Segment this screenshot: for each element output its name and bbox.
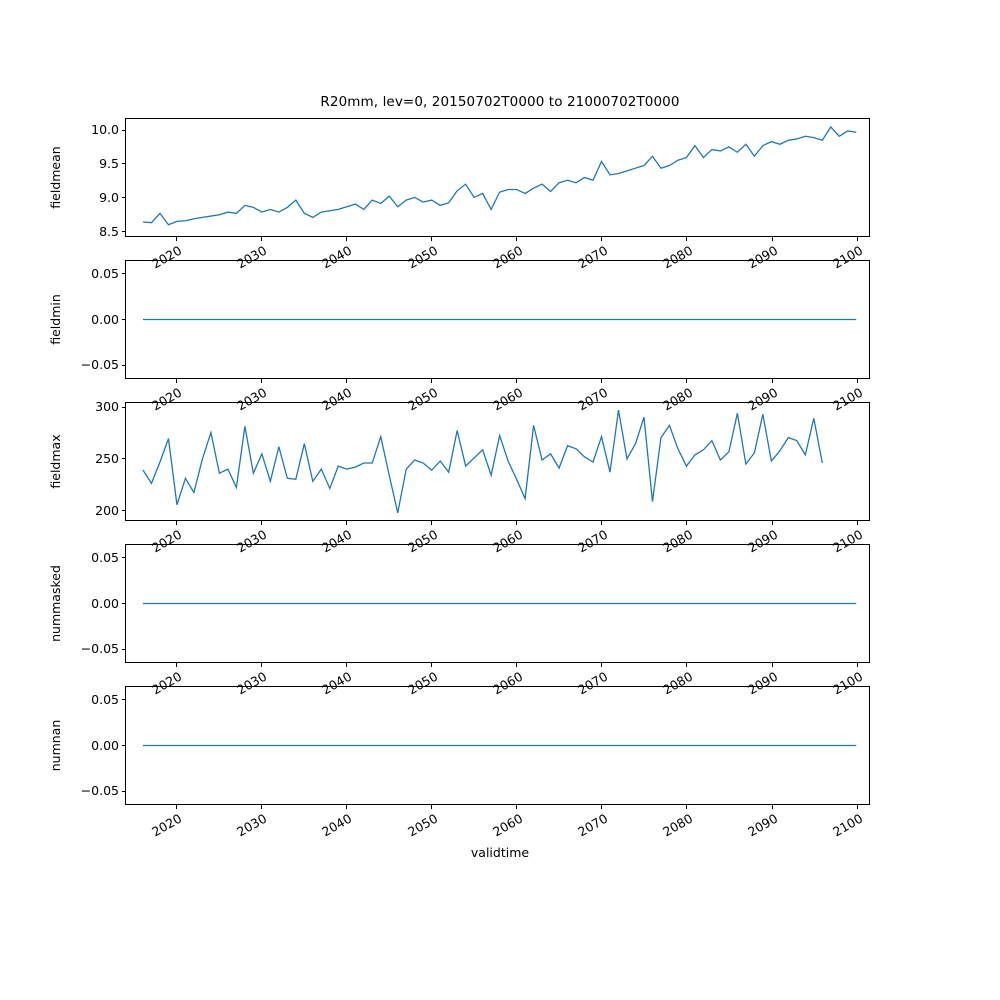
- x-tick-mark: [686, 663, 687, 667]
- x-tick-label: 2020: [149, 526, 185, 556]
- axes-frame-fieldmean: [125, 118, 870, 237]
- x-tick-label: 2100: [830, 810, 866, 840]
- x-tick-mark: [601, 379, 602, 383]
- x-tick-mark: [261, 521, 262, 525]
- x-tick-label: 2050: [404, 384, 440, 414]
- y-axis-label: fieldmax: [47, 433, 63, 489]
- x-tick-mark: [176, 379, 177, 383]
- x-tick-mark: [686, 521, 687, 525]
- x-tick-label: 2090: [745, 810, 781, 840]
- y-tick-label: −0.05: [80, 783, 119, 799]
- x-tick-label: 2020: [149, 668, 185, 698]
- x-tick-mark: [516, 237, 517, 241]
- x-tick-mark: [857, 379, 858, 383]
- y-tick-mark: [122, 163, 126, 164]
- x-tick-mark: [686, 379, 687, 383]
- x-tick-mark: [346, 237, 347, 241]
- y-tick-label: 10.0: [91, 122, 119, 138]
- figure-title: R20mm, lev=0, 20150702T0000 to 21000702T0000: [320, 94, 680, 110]
- x-tick-mark: [772, 521, 773, 525]
- x-tick-mark: [176, 521, 177, 525]
- x-tick-mark: [516, 379, 517, 383]
- x-tick-label: 2080: [660, 810, 696, 840]
- x-tick-mark: [346, 521, 347, 525]
- x-tick-label: 2100: [830, 384, 866, 414]
- y-tick-mark: [122, 197, 126, 198]
- x-tick-mark: [176, 237, 177, 241]
- x-tick-mark: [261, 237, 262, 241]
- y-tick-mark: [122, 699, 126, 700]
- x-tick-mark: [261, 379, 262, 383]
- x-tick-mark: [176, 663, 177, 667]
- line-plot-fieldmin: [126, 261, 869, 378]
- y-tick-mark: [122, 365, 126, 366]
- x-tick-label: 2080: [660, 526, 696, 556]
- x-tick-label: 2090: [745, 242, 781, 272]
- x-tick-label: 2090: [745, 526, 781, 556]
- x-tick-mark: [772, 663, 773, 667]
- x-tick-mark: [431, 805, 432, 809]
- x-tick-label: 2060: [489, 526, 525, 556]
- y-axis-label: numnan: [47, 719, 63, 771]
- y-tick-label: −0.05: [80, 641, 119, 657]
- subplot-nummasked: [125, 544, 870, 663]
- x-tick-label: 2040: [319, 242, 355, 272]
- subplot-numnan: [125, 686, 870, 805]
- x-tick-label: 2040: [319, 668, 355, 698]
- y-tick-label: 0.05: [91, 549, 119, 565]
- x-tick-mark: [857, 663, 858, 667]
- x-tick-label: 2040: [319, 810, 355, 840]
- x-tick-label: 2070: [574, 242, 611, 272]
- y-tick-label: 0.05: [91, 691, 119, 707]
- x-tick-mark: [431, 379, 432, 383]
- y-tick-label: −0.05: [80, 357, 119, 373]
- x-tick-mark: [516, 663, 517, 667]
- y-tick-label: 0.00: [91, 311, 119, 327]
- x-tick-label: 2090: [745, 384, 781, 414]
- y-tick-label: 250: [95, 450, 119, 466]
- x-tick-mark: [346, 805, 347, 809]
- y-tick-mark: [122, 603, 126, 604]
- x-tick-label: 2070: [574, 668, 611, 698]
- x-tick-label: 2020: [149, 242, 185, 272]
- x-tick-label: 2060: [489, 242, 525, 272]
- x-tick-label: 2050: [404, 242, 440, 272]
- y-tick-mark: [122, 745, 126, 746]
- y-tick-label: 9.0: [99, 189, 119, 205]
- x-tick-label: 2070: [574, 384, 611, 414]
- y-axis-label: nummasked: [47, 564, 63, 642]
- x-tick-label: 2040: [319, 384, 355, 414]
- x-tick-mark: [686, 237, 687, 241]
- y-tick-mark: [122, 510, 126, 511]
- subplot-fieldmin: [125, 260, 870, 379]
- x-tick-label: 2080: [660, 668, 696, 698]
- x-tick-mark: [601, 521, 602, 525]
- x-tick-label: 2030: [234, 810, 270, 840]
- y-tick-label: 300: [95, 399, 119, 415]
- y-tick-mark: [122, 130, 126, 131]
- y-tick-label: 8.5: [99, 223, 119, 239]
- x-tick-mark: [431, 663, 432, 667]
- y-tick-mark: [122, 231, 126, 232]
- y-axis-label: fieldmean: [47, 145, 63, 209]
- x-tick-mark: [601, 663, 602, 667]
- y-tick-mark: [122, 319, 126, 320]
- x-tick-mark: [516, 521, 517, 525]
- y-tick-label: 200: [95, 502, 119, 518]
- x-tick-mark: [601, 805, 602, 809]
- x-tick-label: 2060: [489, 384, 525, 414]
- x-tick-mark: [857, 805, 858, 809]
- x-tick-label: 2080: [660, 384, 696, 414]
- y-tick-label: 9.5: [99, 155, 119, 171]
- x-tick-label: 2030: [234, 384, 270, 414]
- x-tick-mark: [772, 805, 773, 809]
- x-tick-label: 2070: [574, 526, 611, 556]
- x-tick-mark: [516, 805, 517, 809]
- line-plot-fieldmean: [126, 119, 869, 236]
- y-tick-mark: [122, 791, 126, 792]
- x-tick-mark: [601, 237, 602, 241]
- x-tick-label: 2050: [404, 526, 440, 556]
- axes-frame-fieldmin: [125, 260, 870, 379]
- x-tick-mark: [772, 379, 773, 383]
- line-plot-nummasked: [126, 545, 869, 662]
- line-plot-fieldmax: [126, 403, 869, 520]
- y-tick-mark: [122, 557, 126, 558]
- x-tick-label: 2080: [660, 242, 696, 272]
- y-tick-mark: [122, 407, 126, 408]
- x-tick-label: 2030: [234, 242, 270, 272]
- x-tick-label: 2060: [489, 668, 525, 698]
- x-tick-mark: [431, 237, 432, 241]
- x-tick-label: 2050: [404, 810, 440, 840]
- x-tick-label: 2100: [830, 526, 866, 556]
- x-tick-label: 2030: [234, 668, 270, 698]
- line-plot-numnan: [126, 687, 869, 804]
- axes-frame-fieldmax: [125, 402, 870, 521]
- x-tick-label: 2100: [830, 242, 866, 272]
- x-tick-label: 2090: [745, 668, 781, 698]
- x-tick-label: 2060: [489, 810, 525, 840]
- subplot-fieldmax: [125, 402, 870, 521]
- y-tick-mark: [122, 273, 126, 274]
- y-axis-label: fieldmin: [47, 293, 63, 345]
- x-tick-mark: [346, 379, 347, 383]
- x-tick-label: 2020: [149, 384, 185, 414]
- y-tick-label: 0.05: [91, 265, 119, 281]
- x-tick-mark: [772, 237, 773, 241]
- x-tick-label: 2040: [319, 526, 355, 556]
- x-tick-mark: [857, 237, 858, 241]
- y-tick-mark: [122, 649, 126, 650]
- x-tick-mark: [686, 805, 687, 809]
- x-tick-label: 2020: [149, 810, 185, 840]
- x-tick-label: 2070: [574, 810, 611, 840]
- x-tick-mark: [346, 663, 347, 667]
- axes-frame-numnan: [125, 686, 870, 805]
- axes-frame-nummasked: [125, 544, 870, 663]
- x-tick-mark: [857, 521, 858, 525]
- y-tick-label: 0.00: [91, 595, 119, 611]
- x-tick-label: 2100: [830, 668, 866, 698]
- x-axis-label: validtime: [470, 845, 530, 860]
- subplot-fieldmean: [125, 118, 870, 237]
- x-tick-label: 2050: [404, 668, 440, 698]
- x-tick-mark: [431, 521, 432, 525]
- x-tick-label: 2030: [234, 526, 270, 556]
- y-tick-mark: [122, 458, 126, 459]
- y-tick-label: 0.00: [91, 737, 119, 753]
- x-tick-mark: [176, 805, 177, 809]
- x-tick-mark: [261, 805, 262, 809]
- x-tick-mark: [261, 663, 262, 667]
